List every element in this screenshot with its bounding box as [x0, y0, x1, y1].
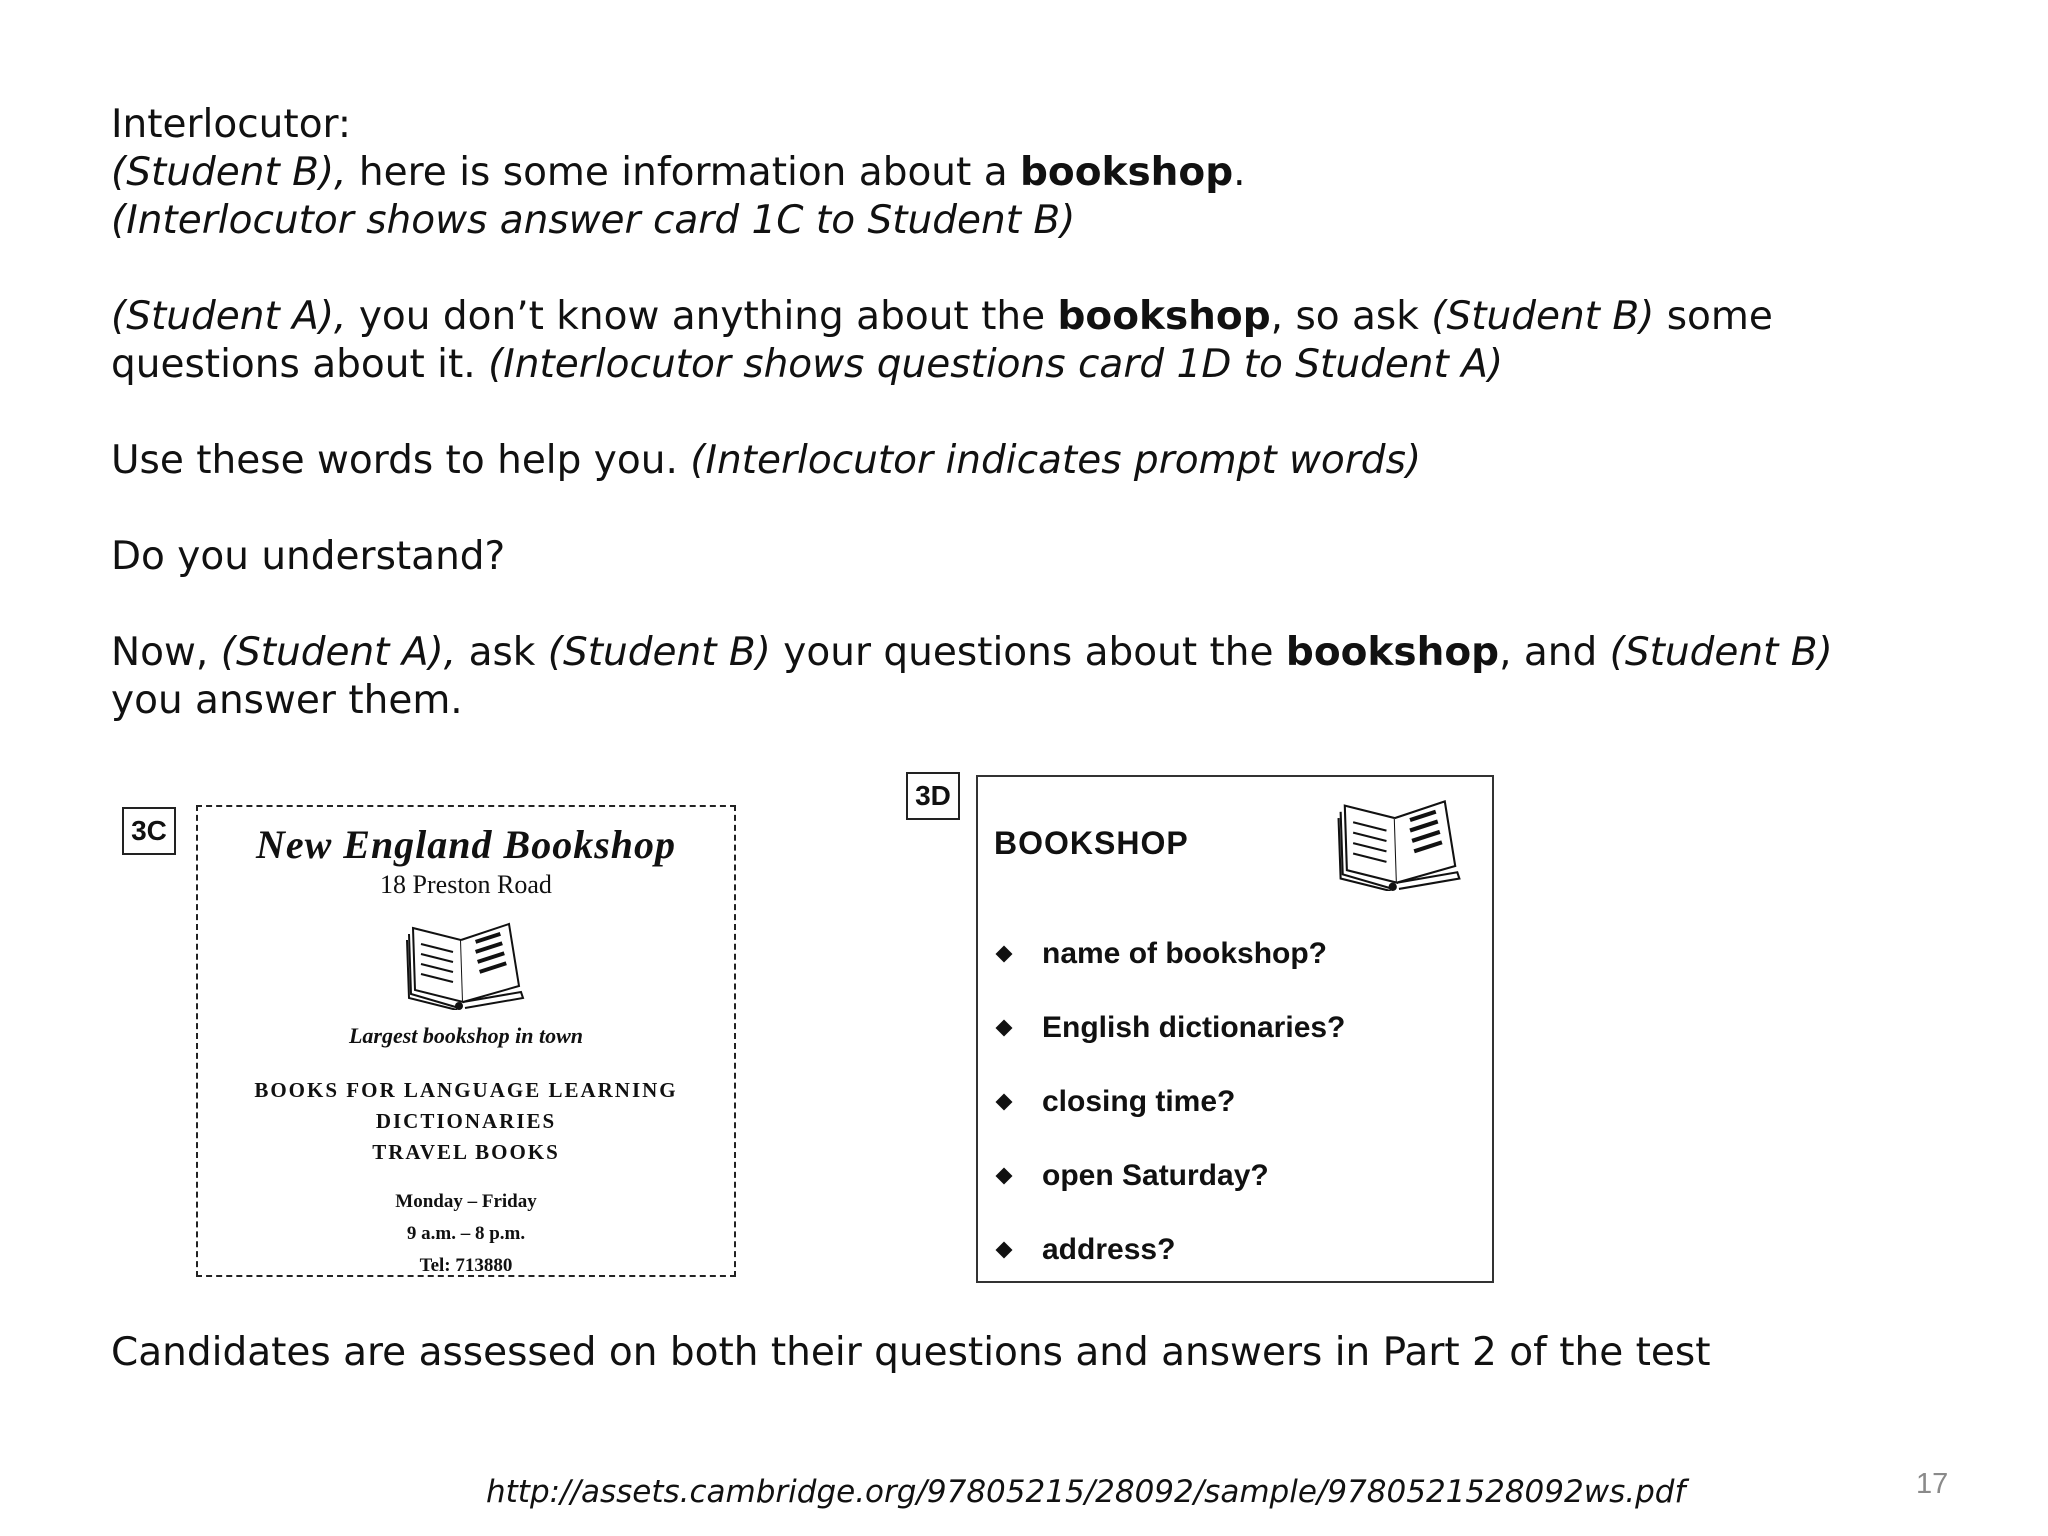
- script-paragraph-3: [111, 437, 1991, 485]
- script-text: here is some information about a: [346, 150, 1021, 195]
- diamond-bullet-icon: [996, 946, 1013, 963]
- service-item: DICTIONARIES: [375, 1109, 557, 1133]
- script-line: [111, 341, 1991, 389]
- script-paragraph-1: [111, 101, 1991, 245]
- service-item: TRAVEL BOOKS: [372, 1140, 560, 1164]
- bookshop-address: 18 Preston Road: [380, 870, 552, 899]
- opening-days: Monday – Friday: [395, 1191, 537, 1212]
- opening-hours: 9 a.m. – 8 p.m.: [406, 1223, 526, 1244]
- script-text: Do you understand?: [111, 534, 506, 579]
- speaker-label: Interlocutor:: [111, 102, 352, 147]
- list-item: [994, 1213, 1345, 1287]
- services-list: [198, 1075, 734, 1168]
- bookshop-name: New England Bookshop: [255, 822, 677, 867]
- student-ref: (Student B): [1609, 630, 1833, 675]
- keyword: bookshop: [1057, 294, 1271, 339]
- stage-direction: (Interlocutor shows answer card 1C to Student B): [111, 198, 1076, 243]
- script-text: ask: [456, 630, 548, 675]
- service-item: BOOKS FOR LANGUAGE LEARNING: [254, 1078, 678, 1102]
- stage-direction: (Interlocutor shows questions card 1D to Student A): [488, 342, 1504, 387]
- script-paragraph-2: [111, 293, 1991, 389]
- script-paragraph-5: [111, 629, 1991, 725]
- keyword: bookshop: [1020, 150, 1234, 195]
- script-text: questions about it.: [111, 342, 489, 387]
- list-item: [994, 1139, 1345, 1213]
- script-line: [111, 629, 1991, 677]
- questions-card-3d: [976, 775, 1494, 1283]
- question-prompts: [994, 917, 1345, 1287]
- script-text: you don’t know anything about the: [346, 294, 1058, 339]
- script-text: .: [1233, 150, 1246, 195]
- list-item: [994, 917, 1345, 991]
- diamond-bullet-icon: [996, 1094, 1013, 1111]
- script-line: [111, 293, 1991, 341]
- diamond-bullet-icon: [996, 1168, 1013, 1185]
- source-link[interactable]: http://assets.cambridge.org/97805215/28092/sample/9780521528092ws.pdf: [486, 1474, 1686, 1510]
- card-title: BOOKSHOP: [994, 825, 1189, 861]
- script-paragraph-4: [111, 533, 1991, 581]
- student-ref: (Student A),: [111, 294, 347, 339]
- question-text: open Saturday?: [1042, 1159, 1269, 1192]
- question-text: name of bookshop?: [1042, 937, 1327, 970]
- script-text: your questions about the: [770, 630, 1286, 675]
- script-text: , so ask: [1270, 294, 1432, 339]
- telephone: Tel: 713880: [419, 1255, 513, 1276]
- card-3d-label: 3D: [906, 772, 960, 820]
- question-text: English dictionaries?: [1042, 1011, 1346, 1044]
- answer-card-3c: [196, 805, 736, 1277]
- page-number: 17: [1916, 1468, 1949, 1500]
- card-3c-label: 3C: [122, 807, 176, 855]
- question-text: closing time?: [1042, 1085, 1236, 1118]
- student-ref: (Student B),: [111, 150, 347, 195]
- open-book-icon: [401, 914, 531, 1010]
- assessment-note: Candidates are assessed on both their questions and answers in Part 2 of the test: [111, 1330, 1711, 1375]
- script-text: some: [1654, 294, 1773, 339]
- script-text: Now,: [111, 630, 221, 675]
- stage-direction: (Interlocutor indicates prompt words): [690, 438, 1422, 483]
- diamond-bullet-icon: [996, 1020, 1013, 1037]
- keyword: bookshop: [1285, 630, 1500, 675]
- list-item: [994, 1065, 1345, 1139]
- question-text: address?: [1042, 1233, 1176, 1266]
- diamond-bullet-icon: [996, 1242, 1013, 1259]
- script-text: you answer them.: [111, 678, 463, 723]
- open-book-icon: [1330, 791, 1470, 891]
- interlocutor-script: [111, 101, 1991, 773]
- script-text: , and: [1499, 630, 1610, 675]
- student-ref: (Student B): [547, 630, 771, 675]
- bookshop-slogan: Largest bookshop in town: [348, 1023, 584, 1048]
- script-line: [111, 149, 1991, 197]
- student-ref: (Student B): [1431, 294, 1655, 339]
- list-item: [994, 991, 1345, 1065]
- script-text: Use these words to help you.: [111, 438, 691, 483]
- student-ref: (Student A),: [220, 630, 457, 675]
- opening-info: [198, 1186, 734, 1282]
